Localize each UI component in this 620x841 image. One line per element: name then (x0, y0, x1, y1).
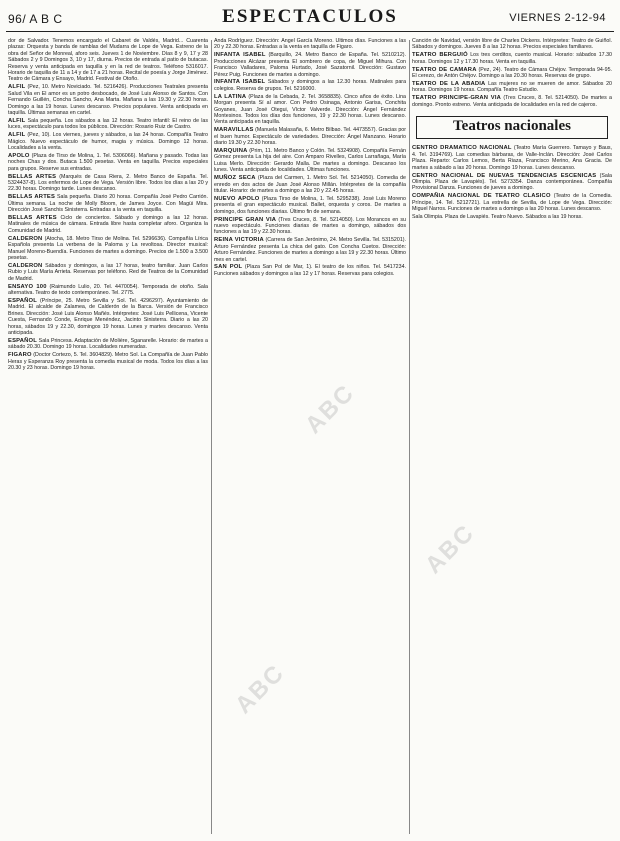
listing-entry (8, 194, 208, 213)
listing-text: (Tres Cruces, 8. Tel. 5214050). Los Morancos en su nuevo espectáculo. Funciones diarias de martes a domingo, sábados dos funciones a las 19 y 22.30 horas. (214, 216, 406, 236)
listing-text: (Pez, 10). Los viernes, jueves y sábados, a las 24 horas. Compañía Teatro Mágico. Nuevo espectáculo de humor, magia y música. Domingo 12 horas. Localidades a la venta. (8, 132, 208, 151)
venue-name: ALFIL (8, 132, 26, 139)
venue-name: LA LATINA (214, 93, 247, 100)
venue-name: INFANTA ISABEL (214, 79, 266, 86)
listing-text: (Plaza de la Cebada, 2. Tel. 3658835). Cinco años de éxito. Lina Morgan presenta Sí al amor. Con Pedro Osinaga, Antonio Garisa, Conchita Goyanes, Juan José Otegui, Víctor Valverde. Dirección: Ángel Fernández Montesinos. Todos los días dos funciones, 19 y 22.30 horas. Lunes descanso. Venta anticipada en taquilla. (214, 93, 406, 126)
venue-name: ENSAYO 100 (8, 283, 47, 290)
listing-entry (214, 237, 406, 263)
section-title: ESPECTACULOS (222, 6, 398, 27)
listing-entry (412, 173, 612, 192)
column-divider (409, 40, 410, 834)
listing-text: Canción de Navidad, versión libre de Charles Dickens. Intérpretes: Teatro de Guiñol. Sábados y domingos. Jueves 8 a las 12 horas. Precios especiales familiares. (412, 38, 612, 51)
listing-text: Sala Olimpia. Plaza de Lavapiés. Teatro Nuevo. Sábados a las 19 horas. (412, 214, 583, 221)
venue-name: TEATRO DE LA ABADIA (412, 80, 486, 87)
venue-name: CALDERON (8, 235, 43, 242)
venue-name: REINA VICTORIA (214, 237, 264, 244)
issue-date: VIERNES 2-12-94 (509, 12, 606, 24)
listing-entry (8, 215, 208, 234)
listing-text: (Prim, 11. Metro Banco y Colón. Tel. 5324908). Compañía Fernán Gómez presenta La hija del aire. Con Amparo Rivelles, Carlos Larrañaga, María Luisa Merlo. Dirección: Gerardo Malla. De martes a domingo. Descanso los lunes. Venta anticipada de localidades. Últimas funciones. (214, 148, 406, 174)
venue-name: BELLAS ARTES (8, 173, 57, 180)
listing-text: (Sala Olimpia. Plaza de Lavapiés). Tel. 5273354. Danza contemporánea. Compañía Provisional Danza. Funciones de jueves a domingo. (412, 172, 612, 192)
venue-name: BELLAS ARTES (8, 194, 56, 201)
venue-name: NUEVO APOLO (214, 195, 260, 202)
listing-text: (Carrera de San Jerónimo, 24. Metro Sevilla. Tel. 5315201). Arturo Fernández presenta La chica del gato. Con Concha Cuetos. Dirección: Arturo Fernández. Funciones de martes a domingo a las 19 y 22.30 horas. Último mes en cartel. (214, 237, 406, 263)
listing-text: Sala Princesa. Adaptación de Molière, Sganarelle. Horario: de martes a sábado 20.30. Domingo 19 horas. Localidades numeradas. (8, 337, 208, 351)
listing-entry (412, 214, 612, 220)
venue-name: ALFIL (8, 117, 26, 124)
listing-text: (Atocha, 18. Metro Tirso de Molina. Tel. 5296636). Compañía Lírica Española presenta La verbena de la Paloma y La revoltosa. Director musical: Manuel Moreno-Buendía. Funciones de martes a domingo. Precios de 1.500 a 3.500 pesetas. (8, 235, 208, 261)
listing-text: (Pez, 24). Teatro de Cámara Chéjov. Temporada 94-95. El cerezo, de Antón Chéjov. Domingo a las 20.30 horas. Reservas de grupo. (412, 66, 612, 80)
listing-text: (Teatro de la Comedia. Príncipe, 14. Tel. 5212721). La estrella de Sevilla, de Lope de Vega. Dirección: Miguel Narros. Funciones de martes a domingo a las 20 horas. Lunes descanso. (412, 193, 612, 213)
venue-name: TEATRO BERGUIÓ (412, 52, 468, 59)
listing-text: Los tres cerditos, cuento musical. Horario: sábados 17.30 horas. Domingos 12 y 17.30 horas. Venta en taquilla. (412, 52, 612, 65)
listing-text: (Manuela Malasaña, 6. Metro Bilbao. Tel. 4473557). Gracias por el buen humor. Espectáculo de variedades. Dirección: Ángel Manzano. Horario diario 19.30 y 22.30 horas. (214, 127, 406, 147)
listing-entry (412, 95, 612, 108)
listing-entry (8, 236, 208, 262)
page-header (0, 0, 620, 34)
listing-entry (8, 174, 208, 193)
listing-text: (Tres Cruces, 8. Tel. 5214050). De martes a domingo. Pronto estreno. Venta anticipada de localidades en la red de cajeros. (412, 95, 612, 108)
watermark: ABC (420, 518, 481, 580)
listings-column-2 (214, 38, 406, 834)
venue-name: MARQUINA (214, 148, 248, 154)
listing-text: (Pez, 10. Metro Noviciado. Tel. 5216426). Producciones Teatrales presenta Salud Vila en El amor es un potro desbocado, de José Luis Alonso de Santos. Con Fernando Guillén, Concha Sancho, Ana Marta. Mañana a las 19.30 y 22.30 horas. Domingo a las 19 horas. Lunes descanso. Precios populares. Venta anticipada en taquilla. Últimas semanas en cartel. (8, 84, 208, 116)
venue-name: APOLO (8, 152, 30, 159)
listings-column-1 (8, 38, 208, 834)
venue-name: FIGARO (8, 352, 32, 359)
listing-text: (Plaza Tirso de Molina, 1. Tel. 5295238). José Luis Moreno presenta el gran espectáculo musical. Ballet, orquesta y coros. De martes a domingo, dos funciones diarias. Último fin de semana. (214, 195, 406, 215)
listing-text: Sábados y domingos a las 12.30 horas. Matinales para colegios. Reserva de grupos. Tel. 5216000. (214, 79, 406, 92)
listing-text: (Príncipe, 25. Metro Sevilla y Sol. Tel. 4296297). Ayuntamiento de Madrid. El alcalde de Zalamea, de Calderón de la Barca. Versión de Francisco Brines. Dirección: José Luis Alonso Mañés. Intérpretes: José Luis Pellicena, Vicente Cuesta, Fernando Conde, Enrique Menéndez, Jacinto Sinisterra. Diario a las 20 horas, sábados 19 y 22.30, domingos 19 horas. Lunes y martes descanso. Venta anticipada. (8, 297, 208, 336)
venue-name: CENTRO DRAMATICO NACIONAL (412, 145, 512, 152)
venue-name: TEATRO DE CAMARA (412, 66, 477, 73)
venue-name: COMPAÑIA NACIONAL DE TEATRO CLASICO (412, 193, 551, 200)
listings-column-3 (412, 38, 612, 834)
venue-name: CENTRO NACIONAL DE NUEVAS TENDENCIAS ESCENICAS (412, 172, 597, 179)
header-rule (6, 31, 614, 32)
venue-name: MARAVILLAS (214, 127, 254, 134)
listing-text: (Doctor Cortezo, 5. Tel. 3604829). Metro Sol. La Compañía de Juan Pablo Heras y Esperanza Roy presenta la comedia musical de moda. Todos los días a las 20.30 y 23 horas. Domingo 19 horas. (8, 352, 208, 371)
listing-entry (8, 263, 208, 282)
column-divider (211, 40, 212, 834)
listing-entry (412, 145, 612, 171)
listing-text: Sábados y domingos, a las 17 horas, teatro familiar. Juan Carlos Rubio y Luis María Arrieta. Reservas por teléfono. Red de Teatros de la Comunidad de Madrid. (8, 262, 208, 282)
listing-entry (8, 84, 208, 116)
venue-name: BELLAS ARTES (8, 215, 57, 222)
venue-name: MUÑOZ SECA (214, 175, 256, 182)
listing-text: Las mujeres no se mueren de amor. Sábados 20 horas. Domingos 19 horas. Compañía Teatro Estudio. (412, 80, 612, 94)
listing-text: Sala pequeña. Los sábados a las 12 horas. Teatro infantil: El reino de las luces, espectáculo para todos los públicos. Dirección: Rosario Ruiz de Castro. (8, 117, 208, 131)
listing-entry (214, 52, 406, 78)
listing-entry (8, 132, 208, 151)
listing-entry (8, 284, 208, 297)
listing-text: dor de Salvador. Tenemos encargado el Cabaret de Valdés, Madrid... Cuarenta plazas: Orquesta y banda de ramblas del Mudarra de Lope de Vega. Estreno de la obra del Señor de Monreal, aforo seis. Jueves 1 de Noviembre. Días 8 y 9, 17 y 28 Sábados 2 y 9 Domingos 3, 10 y 17, diurna. Precios de entrada al patio de butacas. Reserva y venta anticipada en taquilla y en la red de teatros. Teléfono 5316017. Horario de taquilla de 11 a 14 y de 17 a 21 horas. Recital de poesía y Jorge Jiménez. Teatro de Cámara y Ensayo, Madrid. Festival de Otoño. (8, 38, 208, 83)
listing-entry (214, 79, 406, 92)
listing-entry (214, 38, 406, 51)
venue-name: INFANTA ISABEL (214, 52, 266, 59)
listing-entry (214, 264, 406, 277)
listing-text: (Barquillo, 24. Metro Banco de España. Tel. 5210212). Producciones Alcázar presenta El sombrero de copa, de Miguel Mihura. Con Francisco Valladares, Paloma Hurtado, José Sazatornil. Dirección: Gustavo Pérez Puig. Funciones de martes a domingo. (214, 52, 406, 78)
listing-entry (8, 118, 208, 131)
venue-name: ALFIL (8, 84, 26, 91)
listing-entry (8, 153, 208, 172)
venue-name: CALDERON (8, 262, 43, 269)
listing-entry (8, 38, 208, 83)
listing-text: (Marqués de Casa Riera, 2. Metro Banco de España. Tel. 5324437-8). Los enfermos de Lope de Vega. Versión libre. Todos los días a las 20 y 22.30 horas. Domingo tarde. Lunes descanso. (8, 173, 208, 193)
listing-text: (Plaza de Tirso de Molina, 1. Tel. 5306066). Mañana y pasado. Todas las noches Chas y dos. Butaca 1.500 pesetas. Venta en taquilla. Precios especiales para grupos. Reserve sus entradas. (8, 152, 208, 172)
listing-entry (412, 67, 612, 80)
listing-text: (Raimundo Lulio, 20. Tel. 4470054). Temporada de otoño. Sala alternativa. Teatro de texto contemporáneo. Tel. 2775. (8, 283, 208, 297)
section-box-title: Teatros nacionales (453, 118, 571, 135)
venue-name: ESPAÑOL (8, 337, 37, 344)
listing-text: (Teatro María Guerrero. Tamayo y Baus, 4. Tel. 3194769). Las comedias bárbaras, de Valle-Inclán. Dirección: José Carlos Plaza. Reparto: Carlos Lemos, Berta Riaza, Francisco Merino, Ana Gracia. De martes a sábado a las 20 horas. Domingo 19 horas. Lunes descanso. (412, 145, 612, 171)
listing-entry (214, 196, 406, 215)
listing-text: Anda Rodríguez. Dirección: Ángel García Moreno. Últimos días. Funciones a las 20 y 22.30 horas. Entradas a la venta en taquilla de Figaro. (214, 38, 406, 51)
listing-entry (214, 175, 406, 194)
listing-entry (214, 127, 406, 146)
listing-entry (412, 81, 612, 94)
listing-entry (8, 298, 208, 336)
section-box (416, 116, 608, 139)
watermark: ABC (300, 378, 361, 440)
listing-entry (214, 217, 406, 236)
watermark: ABC (230, 658, 291, 720)
listing-text: (Plaza San Pol de Mar, 1). El teatro de los niños. Tel. 5417234. Funciones sábados y domingos a las 12 y 17 horas. Reservas para colegios. (214, 264, 406, 277)
listing-entry (412, 52, 612, 65)
listing-entry (8, 352, 208, 371)
listing-entry (214, 94, 406, 126)
listing-text: Sala pequeña. Diario 20 horas. Compañía José Pedro Carrión. Última semana. La noche de Molly Bloom, de James Joyce. Con Magüi Mira. Dirección José Sanchis Sinisterra. Entradas a la venta en taquilla. (8, 194, 208, 214)
listing-entry (8, 338, 208, 351)
listing-text: Ciclo de conciertos. Sábado y domingo a las 12 horas. Matinales de música de cámara. Entrada libre hasta completar aforo. Organiza la Comunidad de Madrid. (8, 215, 208, 234)
listing-entry (412, 38, 612, 51)
venue-name: TEATRO PRINCIPE-GRAN VIA (412, 95, 502, 102)
venue-name: ESPAÑOL (8, 297, 37, 304)
listing-entry (214, 148, 406, 174)
page-number: 96/ A B C (8, 12, 63, 26)
listing-text: (Plaza del Carmen, 1. Metro Sol. Tel. 5214050). Comedia de enredo en dos actos de Juan José Alonso Millán. Intérpretes de la compañía titular. Horario: de martes a domingo a las 20 y 22.45 horas. (214, 175, 406, 194)
venue-name: SAN POL (214, 264, 243, 271)
listing-entry (412, 193, 612, 212)
venue-name: PRINCIPE GRAN VIA (214, 216, 277, 223)
